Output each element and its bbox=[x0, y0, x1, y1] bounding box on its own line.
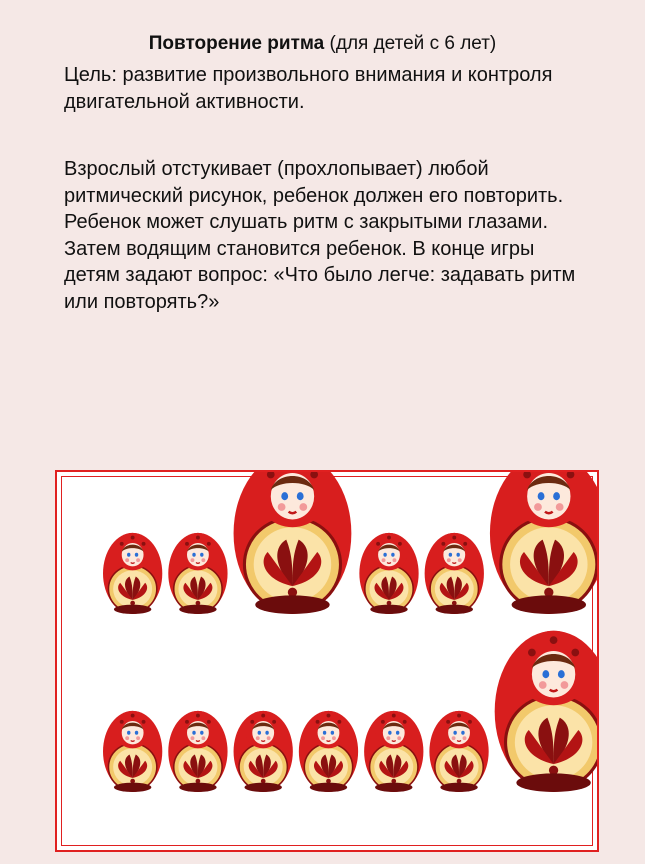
title-bold: Повторение ритма bbox=[148, 33, 325, 54]
goal-text: Цель: развитие произвольного внимания и контроля двигательной активности. bbox=[64, 64, 553, 113]
matryoshka-big-row1-3 bbox=[234, 472, 352, 614]
matryoshka-small-row2-2 bbox=[168, 711, 227, 792]
matryoshka-big-row1-6 bbox=[490, 472, 597, 614]
matryoshka-rhythm-pattern bbox=[57, 472, 597, 850]
matryoshka-small-row2-3 bbox=[234, 711, 293, 792]
matryoshka-big-row2-7 bbox=[495, 631, 597, 792]
description-text: Взрослый отстукивает (прохлопывает) любой ритмический рисунок, ребенок должен его повторить. Ребенок может слушать ритм с закрытыми глазами. Затем водящим становится ребенок. В конце игры детям задают вопрос: «Что было легче: задавать ритм или повторять?» bbox=[64, 158, 576, 313]
rhythm-illustration-frame bbox=[55, 470, 599, 852]
matryoshka-small-row1-5 bbox=[425, 533, 484, 614]
matryoshka-small-row1-4 bbox=[359, 533, 418, 614]
matryoshka-small-row2-6 bbox=[429, 711, 488, 792]
matryoshka-small-row1-2 bbox=[168, 533, 227, 614]
matryoshka-small-row2-4 bbox=[299, 711, 358, 792]
matryoshka-small-row1-1 bbox=[103, 533, 162, 614]
title-age: (для детей с 6 лет) bbox=[324, 33, 497, 54]
matryoshka-small-row2-1 bbox=[103, 711, 162, 792]
matryoshka-small-row2-5 bbox=[364, 711, 423, 792]
page-title bbox=[0, 30, 645, 58]
